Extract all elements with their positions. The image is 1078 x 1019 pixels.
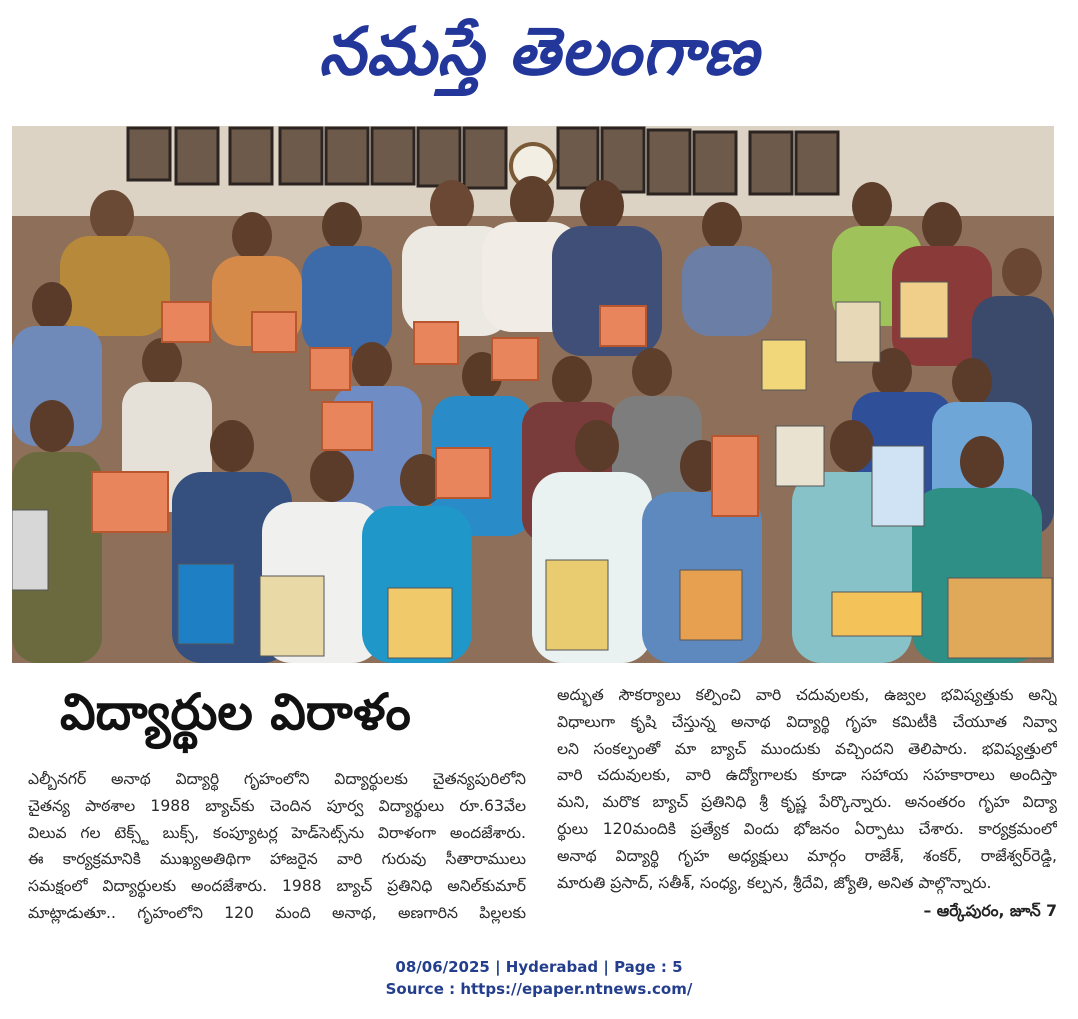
group-photo-image [12,126,1054,663]
body-line: ర్థులు 120మందికి ప్రత్యేక విందు భోజనం ఏర్పాటు చేశారు. కార్యక్రమంలో [557,819,1057,838]
body-line: సమక్షంలో విద్యార్థులకు అందజేశారు. 1988 బ్యాచ్ ప్రతినిధి అనిల్‌కుమార్ [28,877,526,896]
newspaper-logo: నమస్తే తెలంగాణ [318,13,760,90]
body-line: ఎల్బీనగర్ అనాథ విద్యార్థి గృహంలోని విద్యార్థులకు చైతన్యపురిలోని [28,770,526,788]
body-line: మారుతి ప్రసాద్, సతీశ్, సంధ్య, కల్పన, శ్రీదేవి, జ్యోతి, అనిత పాల్గొన్నారు. [557,873,992,892]
article-dateline: – ఆర్కేపురం, జూన్ 7 [923,902,1057,920]
body-line: అద్భుత సౌకర్యాలు కల్పించి వారి చదువులకు, ఉజ్వల భవిష్యత్తుకు అన్ని [557,686,1057,704]
article-headline: విద్యార్థుల విరాళం [60,683,411,741]
body-line: విలువ గల టెక్స్ట్ బుక్స్, కంప్యూటర్ల హెడ్‌సెట్స్‌ను విరాళంగా అందజేశారు. [28,823,526,842]
body-line: ఈ కార్యక్రమానికి ముఖ్యఅతిథిగా హాజరైన వారి గురువు సీతారాములు [28,850,526,869]
body-line: విధాలుగా కృషి చేస్తున్న అనాథ విద్యార్థి గృహ కమిటీకి చేయూత నివ్వా [557,712,1057,731]
body-line: అనాథ విద్యార్థి గృహ అధ్యక్షులు మార్గం రాజేశ్, శంకర్, రాజేశ్వర్‌రెడ్డి, [557,846,1057,865]
body-line: మని, మరొక బ్యాచ్ ప్రతినిధి శ్రీ కృష్ణ పేర్కొన్నారు. అనంతరం గృహ విద్యా [557,793,1057,812]
footer-edition-info: 08/06/2025 | Hyderabad | Page : 5 [395,958,683,976]
article-body-right [557,682,1057,896]
body-line: లని సంకల్పంతో మా బ్యాచ్ ముందుకు వచ్చిందని తెలిపారు. భవిష్యత్తులో [557,739,1057,758]
article-body-left [28,766,526,927]
article-photo [12,126,1054,663]
masthead [0,0,1078,118]
footer-source-link[interactable]: Source : https://epaper.ntnews.com/ [385,980,693,998]
body-line: చైతన్య పాఠశాల 1988 బ్యాచ్‌కు చెందిన పూర్వ విద్యార్థులు రూ.63వేల [28,796,526,815]
body-line: మాట్లాడుతూ.. గృహంలోని 120 మంది అనాథ, అణగారిన పిల్లలకు [28,903,526,922]
body-line: వారి చదువులకు, వారి ఉద్యోగాలకు కూడా సహాయ సహకారాలు అందిస్తా [557,766,1057,785]
